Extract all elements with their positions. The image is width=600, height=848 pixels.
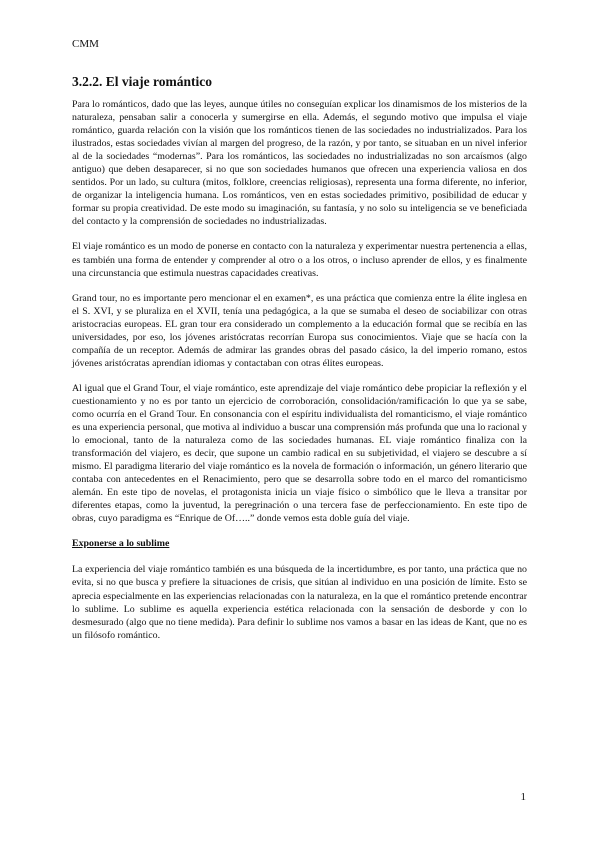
paragraph-sublime: La experiencia del viaje romántico también es una búsqueda de la incertidumbre, es por tanto, una práctica que no evita, si no que busca y prefiere la situaciones de crisis, que sitúan al individuo en una posición de límite. Esto se aprecia especialmente en las experiencias relacionadas con la naturaleza, en la que el romántico pretende encontrar lo sublime. Lo sublime es aquella experiencia estética relacionada con la sensación de desborde y con lo desmesurado (algo que no tiene medida). Para definir lo sublime nos vamos a basar en las ideas de Kant, que no es un filósofo romántico. (72, 564, 527, 641)
paragraph-viaje-transformacion: Al igual que el Grand Tour, el viaje romántico, este aprendizaje del viaje romántico debe propiciar la reflexión y el cuestionamiento y no es por tanto un ejercicio de corroboración, consolidación/ramificación lo que ya se sabe, como ocurría en el Grand Tour. En consonancia con el espíritu individualista del romanticismo, el viaje romántico es una experiencia personal, que motiva al individuo a buscar una comprensión más profunda que una lo racional y lo emocional, tanto de la naturaleza como de las sociedades humanas. EL viaje romántico finaliza con la transformación del viajero, es decir, que supone un cambio radical en su subjetividad, el viajero se descubre a sí mismo. El paradigma literario del viaje romántico es la novela de formación o información, un género literario que contaba con antecedentes en el Renacimiento, pero que se desarrolla sobre todo en el marco del romanticismo alemán. En este tipo de novelas, el protagonista inicia un viaje físico o simbólico que le lleva a transitar por diferentes etapas, como la juventud, la peregrinación o una tercera fase de perfeccionamiento. En este tipo de obras, cuyo paradigma es “Enrique de Of…..” donde vemos esta doble guía del viaje. (72, 382, 527, 525)
running-header: CMM (72, 38, 99, 50)
paragraph-viaje-definicion: El viaje romántico es un modo de ponerse en contacto con la naturaleza y experimentar nuestra pertenencia a ellas, es también una forma de entender y comprender al otro o a los otros, o incluso aprender de ellos, y es finalmente una circunstancia que estimula nuestras capacidades creativas. (72, 241, 527, 279)
paragraph-grand-tour: Grand tour, no es importante pero mencionar el en examen*, es una práctica que comienza entre la élite inglesa en el S. XVI, y se pluraliza en el XVII, tenía una pedagógica, a la que se sumaba el deseo de sociabilizar con otras aristocracias europeas. EL gran tour era considerado un complemento a la educación formal que se recibía en las universidades, por eso, los jóvenes aristócratas recorrían Europa sus conocimientos. Viaje que se hacía con la compañía de un receptor. Además de admirar las grandes obras del pasado cásico, la del imperio romano, estos jóvenes aristócratas aprendían idiomas y contactaban con otras élites europeas. (72, 292, 527, 369)
section-title: 3.2.2. El viaje romántico (72, 74, 212, 89)
paragraph-viaje-motivos: Para lo románticos, dado que las leyes, aunque útiles no conseguían explicar los dinamismos de los misterios de la naturaleza, pensaban salir a conocerla y sumergirse en ella. Además, el segundo motivo que impulsa el viaje romántico, guarda relación con la visión que los románticos tienen de las sociedades no industrializados. Para los ilustrados, estas sociedades vivían al margen del progreso, de la razón, y por tanto, se situaban en un nivel inferior al de la sociedades “modernas”. Para los románticos, las sociedades no industrializadas no son arcaísmos (algo antiguo) que deben desaparecer, si no que son sociedades humanos que ofrecen una experiencia valiosa en dos sentidos. Por un lado, su cultura (mitos, folklore, creencias religiosas), representa una forma diferente, no inferior, de organizar la inteligencia humana. Los románticos, ven en estas sociedades primitivo, posibilidad de educar y formar su propia creatividad. De este modo su imaginación, su fantasía, y no solo su inteligencia se ve beneficiada del contacto y la comprensión de sociedades no industrializadas. (72, 99, 527, 228)
subsection-heading: Exponerse a lo sublime (72, 538, 170, 550)
body-text (72, 98, 527, 654)
page-number: 1 (520, 791, 526, 803)
